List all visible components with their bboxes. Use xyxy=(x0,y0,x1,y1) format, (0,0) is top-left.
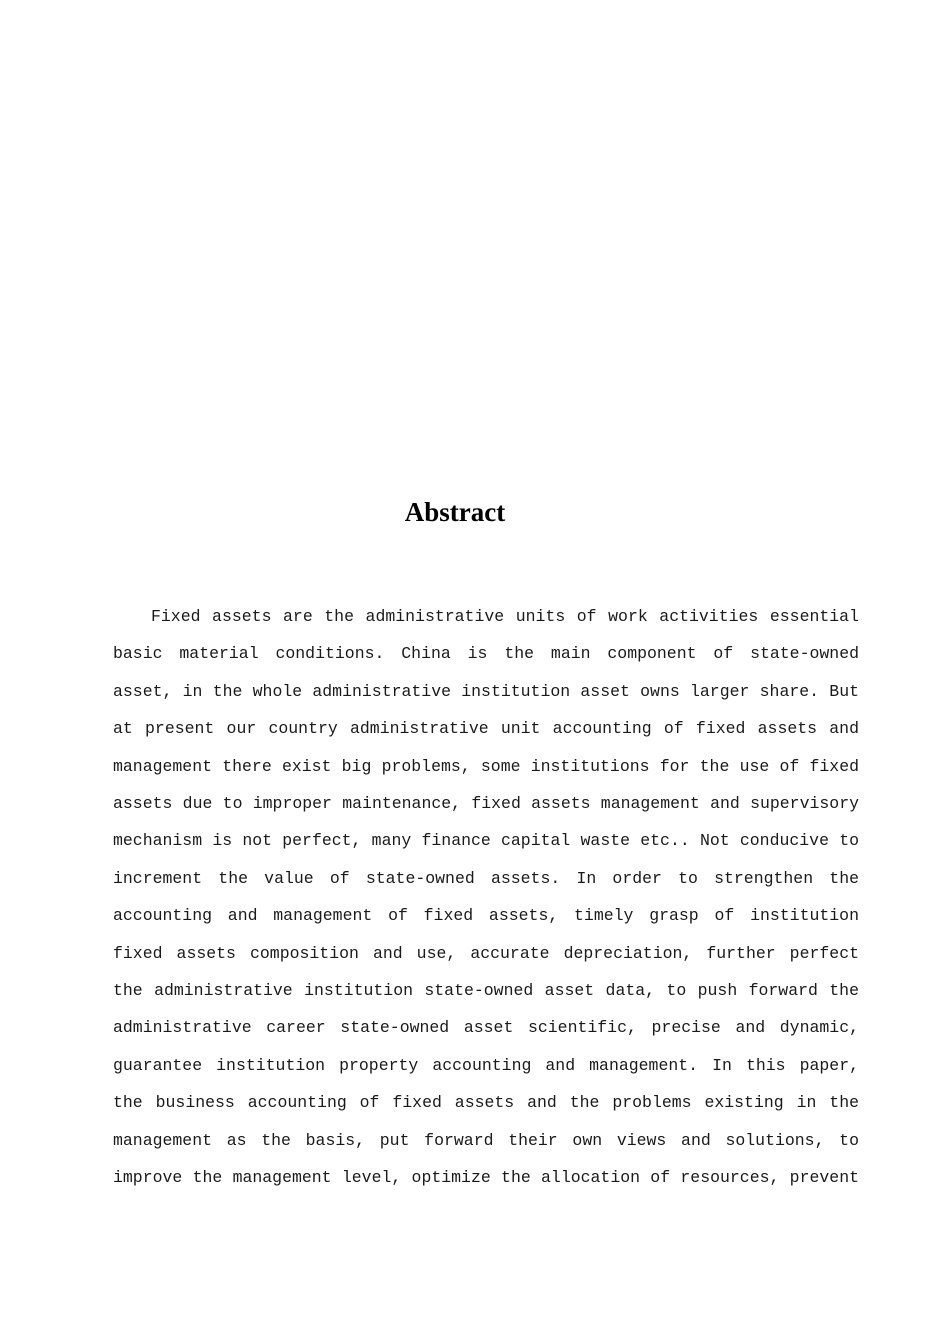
abstract-paragraph: Fixed assets are the administrative units of work activities essential basic material conditions. China is the main component of state-owned asset, in the whole administrative institution asset owns larger share. But at present our country administrative unit accounting of fixed assets and management there exist big problems, some institutions for the use of fixed assets due to improper maintenance, fixed assets management and supervisory mechanism is not perfect, many finance capital waste etc.. Not conducive to increment the value of state-owned assets. In order to strengthen the accounting and management of fixed assets, timely grasp of institution fixed assets composition and use, accurate depreciation, further perfect the administrative institution state-owned asset data, to push forward the administrative career state-owned asset scientific, precise and dynamic, guarantee institution property accounting and management. In this paper, the business accounting of fixed assets and the problems existing in the management as the basis, put forward their own views and solutions, to improve the management level, optimize the allocation of resources, prevent xyxy=(113,607,859,1188)
abstract-title: Abstract xyxy=(404,497,506,528)
